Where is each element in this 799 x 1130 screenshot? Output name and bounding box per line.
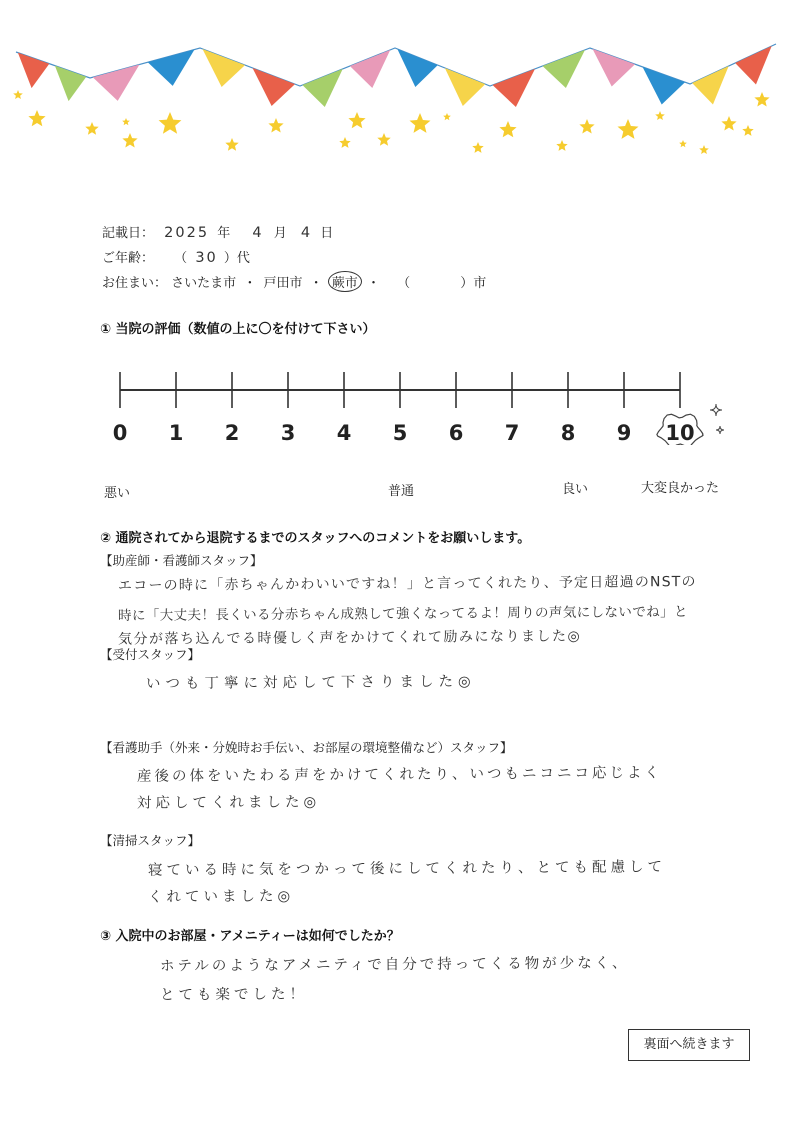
amenity-comment-line: ホテルのようなアメニティで自分で持ってくる物が少なく、 (159, 955, 630, 975)
star-icon (28, 110, 45, 126)
date-month: 4 (252, 225, 264, 241)
date-label: 記載日： (102, 226, 155, 241)
star-icon (618, 119, 639, 139)
scale-number: 0 (112, 421, 128, 445)
cleaning-comment-line: くれていました◎ (147, 888, 295, 906)
date-row (102, 222, 333, 241)
bunting-flag (397, 49, 437, 87)
scale-number: 7 (504, 421, 520, 445)
residence-row (102, 271, 486, 292)
star-icon (443, 113, 451, 120)
rating-label-normal: 普通 (388, 484, 415, 499)
cleaning-comment-line: 寝ている時に気をつかって後にしてくれたり、とても配慮して (147, 859, 667, 879)
residence-option-toda: 戸田市 (263, 276, 303, 291)
bunting-flag (445, 68, 485, 106)
sparkle-icon (710, 404, 722, 416)
assistant-label: 【看護助手（外来・分娩時お手伝い、お部屋の環境整備など）スタッフ】 (100, 740, 513, 755)
assistant-comment-line: 対応してくれました◎ (136, 794, 321, 812)
continue-note: 裏面へ続きます (628, 1029, 750, 1061)
bunting-flag (692, 66, 729, 105)
star-icon (556, 140, 567, 151)
star-icon (472, 142, 483, 153)
reception-label: 【受付スタッフ】 (100, 647, 201, 662)
scale-number: 8 (560, 421, 576, 445)
scale-number: 2 (224, 421, 240, 445)
scale-number: 10 (665, 421, 695, 445)
residence-option-warabi: 蕨市 (328, 271, 362, 292)
residence-label: お住まい： (102, 276, 168, 291)
sparkle-icon (716, 426, 724, 434)
star-icon (122, 133, 137, 148)
midwife-comment-line: エコーの時に「赤ちゃんかわいいですね！」と言ってくれたり、予定日超過のNSTの (117, 573, 697, 595)
reception-comment-line: いつも丁寧に対応して下さりました◎ (145, 673, 476, 693)
star-icon (655, 111, 665, 120)
date-day: 4 (300, 225, 313, 241)
residence-separator: ・ (366, 276, 380, 291)
bunting-flag (302, 69, 342, 107)
midwife-label: 【助産師・看護師スタッフ】 (100, 553, 263, 568)
bunting-flag (350, 50, 390, 88)
bunting-flag (148, 50, 195, 86)
rating-scale (100, 360, 760, 445)
star-icon (410, 113, 431, 133)
age-close: ）代 (223, 251, 250, 266)
residence-separator: ・ (243, 276, 257, 291)
star-icon (348, 112, 365, 128)
rating-label-bad: 悪い (104, 486, 131, 501)
star-icon (679, 140, 687, 147)
bunting-flag (253, 68, 296, 106)
star-icon (377, 133, 390, 146)
bunting-flag (593, 49, 636, 87)
star-icon (85, 122, 98, 135)
section1-title: ① 当院の評価（数値の上に〇を付けて下さい） (100, 322, 376, 337)
scale-number: 9 (616, 421, 632, 445)
date-day-unit: 日 (320, 226, 334, 241)
star-icon (225, 138, 238, 151)
bunting-flag (643, 67, 686, 105)
rating-label-very-good: 大変良かった (641, 481, 720, 496)
star-icon (339, 137, 350, 148)
star-icon (268, 118, 283, 133)
star-icon (721, 116, 736, 131)
bunting-flag (203, 49, 246, 87)
section3-title: ③ 入院中のお部屋・アメニティーは如何でしたか？ (100, 929, 400, 944)
age-open: （ (174, 251, 188, 266)
residence-option-saitama: さいたま市 (171, 276, 237, 291)
cleaning-label: 【清掃スタッフ】 (100, 833, 201, 848)
age-value: 30 (195, 250, 218, 266)
bunting-flag (735, 46, 772, 85)
date-year: 2025 (164, 225, 210, 241)
amenity-comment-line: とても楽でした！ (159, 986, 309, 1004)
star-icon (579, 119, 594, 134)
star-icon (122, 118, 130, 125)
scale-number: 5 (392, 421, 408, 445)
rating-label-good: 良い (562, 482, 589, 497)
star-icon (699, 145, 709, 154)
date-year-unit: 年 (217, 226, 231, 241)
age-row (102, 247, 250, 266)
star-icon (159, 112, 182, 134)
bunting-flag (93, 65, 140, 101)
age-label: ご年齢： (102, 251, 155, 266)
date-month-unit: 月 (273, 226, 287, 241)
residence-other-open: （ (397, 276, 411, 291)
scale-number: 1 (168, 421, 184, 445)
residence-other-close: ）市 (460, 276, 487, 291)
scale-number: 3 (280, 421, 296, 445)
star-icon (742, 125, 753, 136)
bunting-banner (0, 0, 799, 160)
assistant-comment-line: 産後の体をいたわる声をかけてくれたり、いつもニコニコ応じよく (136, 765, 663, 785)
star-icon (754, 92, 769, 107)
bunting-flag (543, 50, 586, 88)
star-icon (499, 121, 516, 137)
midwife-comment-line: 時に「大丈夫！長くいる分赤ちゃん成熟して強くなってるよ！周りの声気にしないでね」と (117, 604, 688, 624)
residence-separator: ・ (309, 276, 323, 291)
scale-number: 4 (336, 421, 352, 445)
star-icon (13, 90, 23, 99)
section2-title: ② 通院されてから退院するまでのスタッフへのコメントをお願いします。 (100, 531, 531, 546)
bunting-flag (493, 69, 536, 107)
midwife-comment-line: 気分が落ち込んでる時優しく声をかけてくれて励みになりました◎ (117, 628, 582, 648)
scale-number: 6 (448, 421, 464, 445)
